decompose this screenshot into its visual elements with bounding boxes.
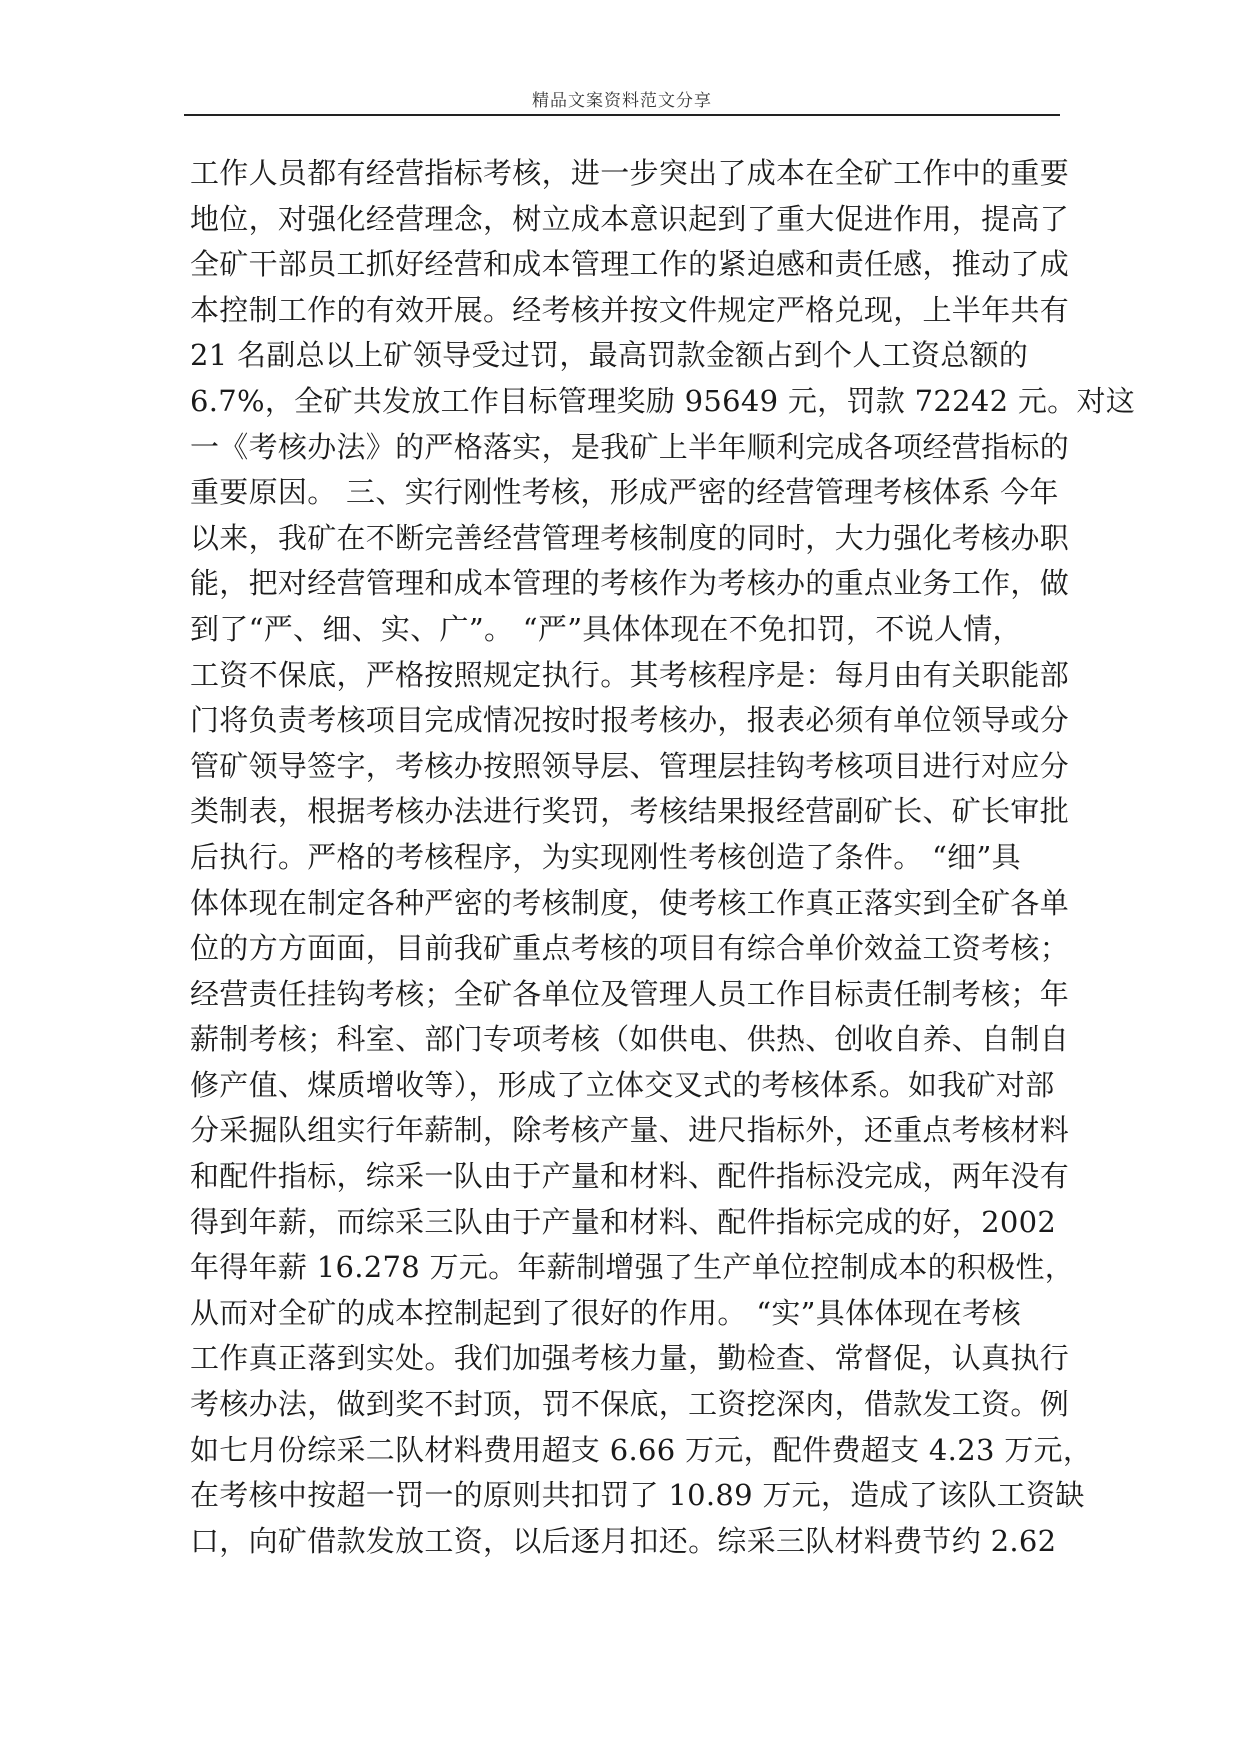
text-line: 从而对全矿的成本控制起到了很好的作用。 “实”具体体现在考核	[190, 1295, 1021, 1330]
text-line: 考核办法，做到奖不封顶，罚不保底，工资挖深肉，借款发工资。例	[190, 1387, 1070, 1422]
text-line: 年得年薪 16.278 万元。年薪制增强了生产单位控制成本的积极性，	[190, 1250, 1075, 1285]
text-line: 管矿领导签字，考核办按照领导层、管理层挂钩考核项目进行对应分	[190, 748, 1070, 783]
page-header: 精品文案资料范文分享	[532, 91, 712, 111]
text-line: 薪制考核；科室、部门专项考核（如供电、供热、创收自养、自制自	[190, 1022, 1070, 1057]
text-line: 口，向矿借款发放工资，以后逐月扣还。综采三队材料费节约 2.62	[190, 1523, 1057, 1558]
text-line: 得到年薪，而综采三队由于产量和材料、配件指标完成的好，2002	[190, 1204, 1057, 1239]
text-line: 位的方方面面，目前我矿重点考核的项目有综合单价效益工资考核；	[190, 931, 1070, 966]
text-line: 全矿干部员工抓好经营和成本管理工作的紧迫感和责任感，推动了成	[190, 247, 1070, 282]
text-line: 经营责任挂钩考核；全矿各单位及管理人员工作目标责任制考核；年	[190, 976, 1070, 1011]
text-line: 如七月份综采二队材料费用超支 6.66 万元，配件费超支 4.23 万元，	[190, 1432, 1093, 1467]
text-line: 一《考核办法》的严格落实，是我矿上半年顺利完成各项经营指标的	[190, 429, 1070, 464]
document-body	[190, 151, 1136, 1564]
text-line: 重要原因。 三、实行刚性考核，形成严密的经营管理考核体系 今年	[190, 475, 1059, 510]
text-line: 以来，我矿在不断完善经营管理考核制度的同时，大力强化考核办职	[190, 520, 1070, 555]
text-line: 到了“严、细、实、广”。 “严”具体体现在不免扣罚，不说人情，	[190, 611, 1022, 646]
text-line: 工作真正落到实处。我们加强考核力量，勤检查、常督促，认真执行	[190, 1341, 1070, 1376]
text-line: 能，把对经营管理和成本管理的考核作为考核办的重点业务工作，做	[190, 566, 1070, 601]
text-line: 类制表，根据考核办法进行奖罚，考核结果报经营副矿长、矿长审批	[190, 794, 1070, 829]
text-line: 分采掘队组实行年薪制，除考核产量、进尺指标外，还重点考核材料	[190, 1113, 1070, 1148]
text-line: 工作人员都有经营指标考核，进一步突出了成本在全矿工作中的重要	[190, 156, 1070, 190]
text-line: 在考核中按超一罚一的原则共扣罚了 10.89 万元，造成了该队工资缺	[190, 1478, 1085, 1513]
text-line: 和配件指标，综采一队由于产量和材料、配件指标没完成，两年没有	[190, 1159, 1070, 1194]
text-line: 修产值、煤质增收等），形成了立体交叉式的考核体系。如我矿对部	[190, 1067, 1055, 1102]
text-line: 工资不保底，严格按照规定执行。其考核程序是：每月由有关职能部	[190, 657, 1070, 692]
text-line: 体体现在制定各种严密的考核制度，使考核工作真正落实到全矿各单	[190, 885, 1070, 920]
text-line: 地位，对强化经营理念，树立成本意识起到了重大促进作用，提高了	[190, 201, 1070, 236]
text-line: 21 名副总以上矿领导受过罚，最高罚款金额占到个人工资总额的	[190, 338, 1029, 373]
text-line: 6.7%，全矿共发放工作目标管理奖励 95649 元，罚款 72242 元。对这	[190, 383, 1136, 418]
text-line: 门将负责考核项目完成情况按时报考核办，报表必须有单位领导或分	[190, 703, 1070, 738]
text-line: 本控制工作的有效开展。经考核并按文件规定严格兑现，上半年共有	[190, 292, 1070, 327]
header-divider	[184, 114, 1060, 116]
text-line: 后执行。严格的考核程序，为实现刚性考核创造了条件。 “细”具	[190, 839, 1021, 874]
